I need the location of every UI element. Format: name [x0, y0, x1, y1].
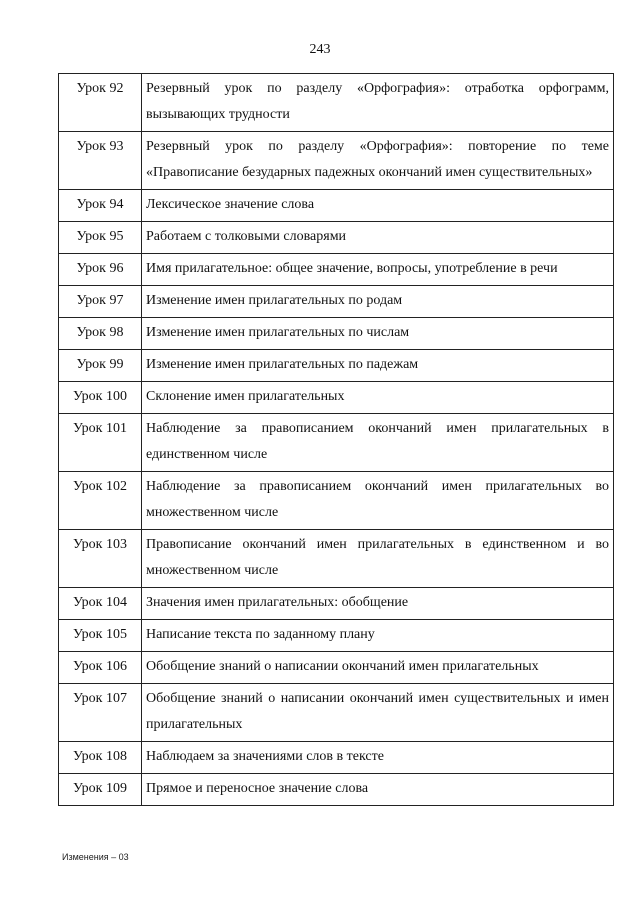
lesson-topic: Наблюдаем за значениями слов в тексте — [142, 742, 614, 774]
lesson-topic: Резервный урок по разделу «Орфография»: отработка орфограмм, вызывающих трудности — [142, 74, 614, 132]
lesson-topic: Имя прилагательное: общее значение, вопросы, употребление в речи — [142, 254, 614, 286]
lesson-topic: Обобщение знаний о написании окончаний имен прилагательных — [142, 652, 614, 684]
table-row — [59, 132, 614, 190]
lessons-table — [58, 73, 614, 806]
lesson-topic: Изменение имен прилагательных по падежам — [142, 350, 614, 382]
lesson-number: Урок 98 — [59, 318, 142, 350]
lesson-topic: Наблюдение за правописанием окончаний имен прилагательных во множественном числе — [142, 472, 614, 530]
lesson-topic: Работаем с толковыми словарями — [142, 222, 614, 254]
lesson-number: Урок 102 — [59, 472, 142, 530]
lesson-topic: Правописание окончаний имен прилагательных в единственном и во множественном числе — [142, 530, 614, 588]
revision-footer: Изменения – 03 — [62, 852, 129, 862]
lesson-number: Урок 109 — [59, 774, 142, 806]
lesson-topic: Резервный урок по разделу «Орфография»: повторение по теме «Правописание безударных падежных окончаний имен существительных» — [142, 132, 614, 190]
lesson-number: Урок 103 — [59, 530, 142, 588]
lessons-table-body — [59, 74, 614, 806]
lesson-topic: Обобщение знаний о написании окончаний имен существительных и имен прилагательных — [142, 684, 614, 742]
table-row — [59, 652, 614, 684]
table-row — [59, 254, 614, 286]
table-row — [59, 742, 614, 774]
table-row — [59, 620, 614, 652]
lesson-topic: Значения имен прилагательных: обобщение — [142, 588, 614, 620]
table-row — [59, 222, 614, 254]
table-row — [59, 74, 614, 132]
lesson-number: Урок 97 — [59, 286, 142, 318]
lesson-number: Урок 106 — [59, 652, 142, 684]
table-row — [59, 684, 614, 742]
lesson-number: Урок 107 — [59, 684, 142, 742]
lesson-number: Урок 101 — [59, 414, 142, 472]
table-row — [59, 286, 614, 318]
table-row — [59, 382, 614, 414]
lesson-topic: Наблюдение за правописанием окончаний имен прилагательных в единственном числе — [142, 414, 614, 472]
table-row — [59, 588, 614, 620]
lesson-number: Урок 92 — [59, 74, 142, 132]
page-number: 243 — [309, 42, 331, 57]
lesson-topic: Изменение имен прилагательных по родам — [142, 286, 614, 318]
table-row — [59, 472, 614, 530]
table-row — [59, 190, 614, 222]
lesson-number: Урок 104 — [59, 588, 142, 620]
table-row — [59, 350, 614, 382]
lesson-topic: Лексическое значение слова — [142, 190, 614, 222]
table-row — [59, 414, 614, 472]
lesson-number: Урок 95 — [59, 222, 142, 254]
lesson-topic: Написание текста по заданному плану — [142, 620, 614, 652]
table-row — [59, 530, 614, 588]
lesson-number: Урок 100 — [59, 382, 142, 414]
lesson-topic: Изменение имен прилагательных по числам — [142, 318, 614, 350]
lesson-number: Урок 105 — [59, 620, 142, 652]
lesson-topic: Склонение имен прилагательных — [142, 382, 614, 414]
lesson-topic: Прямое и переносное значение слова — [142, 774, 614, 806]
table-row — [59, 774, 614, 806]
lesson-number: Урок 93 — [59, 132, 142, 190]
lesson-number: Урок 96 — [59, 254, 142, 286]
lesson-number: Урок 99 — [59, 350, 142, 382]
table-row — [59, 318, 614, 350]
lesson-number: Урок 94 — [59, 190, 142, 222]
lesson-number: Урок 108 — [59, 742, 142, 774]
